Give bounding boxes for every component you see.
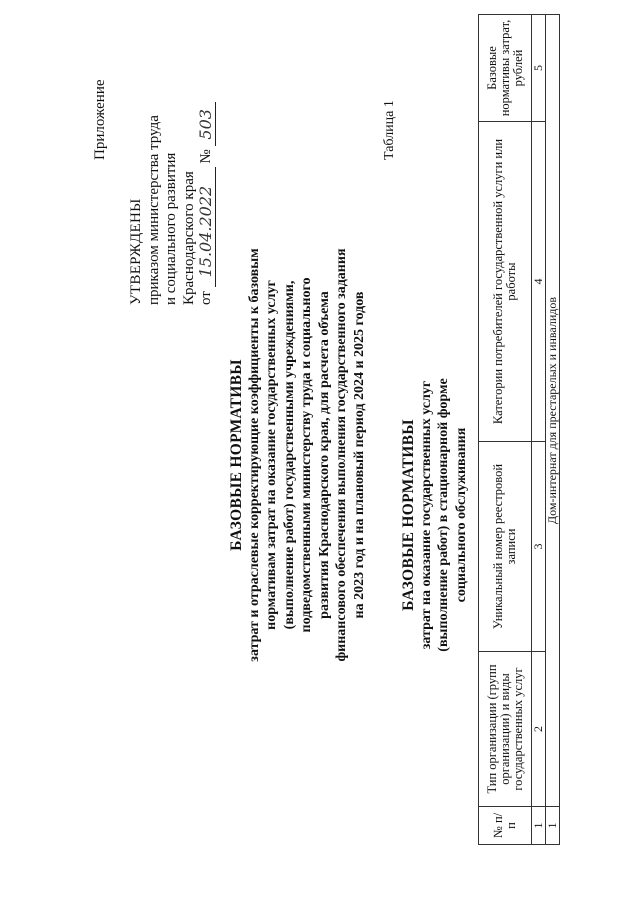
approval-line-1: приказом министерства труда [145, 115, 162, 305]
table-title-block [400, 340, 470, 690]
header-cell-number: № п/п [479, 807, 532, 845]
column-number: 3 [532, 442, 546, 652]
appendix-label: Приложение [92, 79, 108, 160]
header-cell-registry-number: Уникальный номер реестровой записи [479, 442, 532, 652]
date-field [196, 167, 216, 287]
row-number: 1 [546, 807, 560, 845]
header-cell-consumer-category: Категории потребителей государственной услуги или работы [479, 122, 532, 442]
main-title-line: подведомственными министерству труда и социального [299, 277, 314, 633]
number-sign: № [198, 149, 214, 164]
date-prefix: от [198, 291, 214, 305]
column-number-row [532, 15, 546, 845]
column-number: 2 [532, 652, 546, 807]
header-cell-org-type: Тип организации (групп организации) и виды государственных услуг [479, 652, 532, 807]
main-title-line: на 2023 год и на плановый период 2024 и 2025 годов [351, 291, 367, 619]
main-title-line: развития Краснодарского края, для расчета объема [316, 291, 332, 619]
table-header-row [479, 15, 532, 845]
number-field [196, 102, 216, 146]
approval-date-line [198, 102, 216, 305]
column-number: 1 [532, 807, 546, 845]
approval-block [128, 102, 216, 305]
main-title-line: затрат и отраслевые корректирующие коэффициенты к базовым [246, 248, 262, 662]
row-category-text: Дом-интернат для престарелых и инвалидов [546, 15, 560, 807]
norms-table [478, 14, 560, 845]
table-title-line: социального обслуживания [453, 427, 469, 603]
main-title-block [228, 195, 368, 715]
date-handwritten: 15.04.2022 [196, 185, 215, 278]
table-title-heading: БАЗОВЫЕ НОРМАТИВЫ [400, 419, 417, 611]
table-title-line: затрат на оказание государственных услуг [418, 380, 434, 650]
main-title-heading: БАЗОВЫЕ НОРМАТИВЫ [228, 359, 245, 551]
approval-line-3: Краснодарского края [180, 171, 197, 305]
number-handwritten: 503 [196, 109, 215, 140]
main-title-line: нормативам затрат на оказание государственных услуг [264, 280, 279, 630]
table-label: Таблица 1 [382, 100, 397, 160]
table-title-line: (выполнение работ) в стационарной форме [436, 378, 451, 652]
column-number: 5 [532, 15, 546, 122]
main-title-line: финансового обеспечения выполнения государственного задания [334, 248, 349, 662]
column-number: 4 [532, 122, 546, 442]
approval-line-2: и социального развития [163, 152, 179, 305]
header-cell-base-norms: Базовые нормативы затрат, рублей [479, 15, 532, 122]
main-title-line: (выполнение работ) государственными учреждениями, [281, 280, 297, 630]
approval-heading: УТВЕРЖДЕНЫ [128, 198, 144, 305]
table-row [546, 15, 560, 845]
